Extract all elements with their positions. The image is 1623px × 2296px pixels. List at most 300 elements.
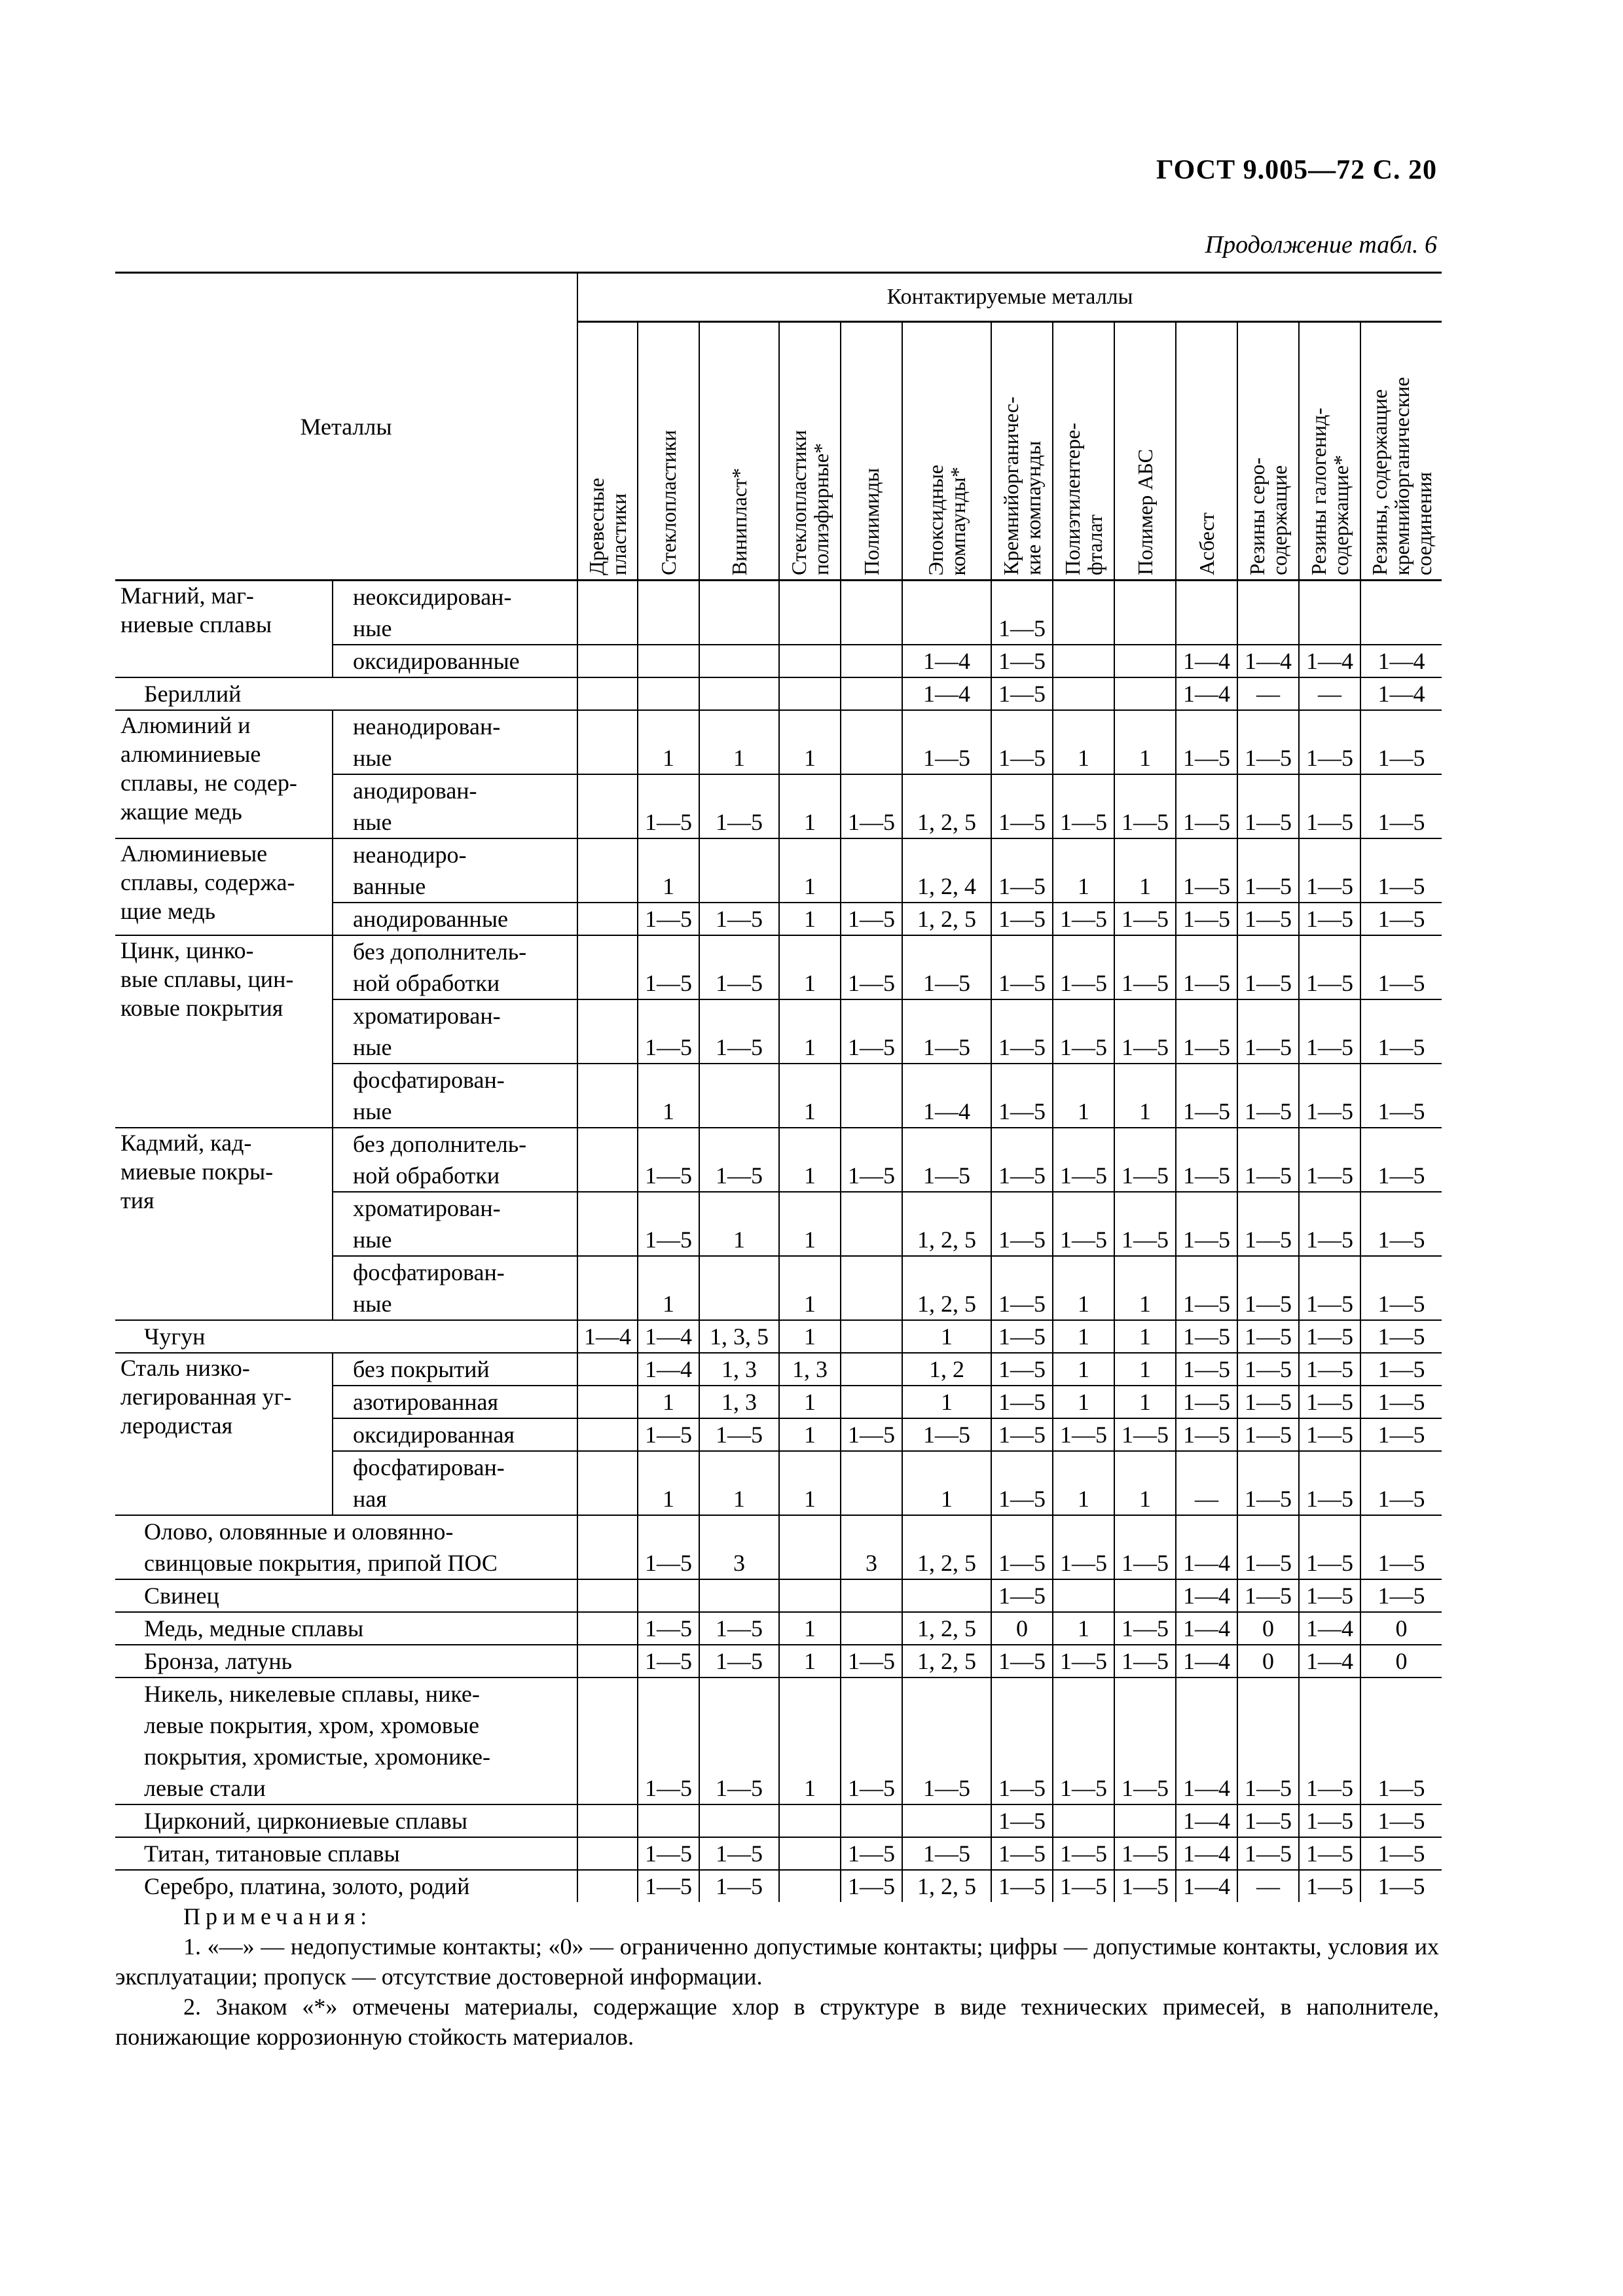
compatibility-value-cell: 0 [1360,1612,1442,1645]
compatibility-value-cell: 1—5 [1176,935,1237,999]
table-row [115,710,1442,774]
compatibility-value-cell [841,1353,902,1386]
compatibility-value-cell: 1—5 [991,1386,1053,1418]
compatibility-value-cell: 1—5 [991,903,1053,935]
compatibility-value-cell: 1—5 [1237,999,1299,1064]
table-row [115,935,1442,999]
compatibility-value-cell: 1—5 [1360,1320,1442,1353]
compatibility-value-cell: 1—5 [638,774,699,838]
metal-group-label: Медь, медные сплавы [144,1615,364,1641]
table-row [115,1645,1442,1677]
compatibility-value-cell: 1—4 [1176,1579,1237,1612]
compatibility-value-cell: 1—5 [991,1451,1053,1515]
compatibility-value-cell: 1—5 [1299,1451,1360,1515]
metal-treatment-cell [333,1353,577,1386]
metal-treatment-label: без дополнитель- ной обработки [353,939,527,996]
compatibility-value-cell: 1 [699,710,779,774]
compatibility-value-cell: 1—5 [1176,1128,1237,1192]
metal-group-label: Цирконий, циркониевые сплавы [144,1808,467,1834]
compatibility-value-cell: 1—5 [1053,1515,1114,1579]
compatibility-value-cell: 1—5 [1053,903,1114,935]
compatibility-value-cell: 1—5 [1237,710,1299,774]
compatibility-value-cell: 1—4 [1176,1612,1237,1645]
table-row [115,1677,1442,1804]
metal-treatment-label: фосфатирован- ная [353,1454,505,1512]
compatibility-value-cell [779,645,841,677]
compatibility-value-cell: 1 [699,1451,779,1515]
metal-treatment-label: хроматирован- ные [353,1003,501,1060]
compatibility-value-cell [902,1804,991,1837]
column-header [902,322,991,581]
compatibility-value-cell [638,1579,699,1612]
compatibility-value-cell: 1—5 [1176,1064,1237,1128]
compatibility-value-cell [577,677,638,710]
compatibility-value-cell: 1—5 [638,999,699,1064]
compatibility-value-cell: 1 [779,903,841,935]
metal-group-label: Бериллий [144,681,242,707]
column-header-label: Резины галогенид- содержащие* [1307,407,1353,575]
compatibility-value-cell: 1—5 [1114,1870,1176,1902]
compatibility-value-cell: 1—5 [1114,1612,1176,1645]
compatibility-value-cell: — [1237,1870,1299,1902]
compatibility-value-cell: 1 [779,1612,841,1645]
compatibility-value-cell: 1 [779,774,841,838]
compatibility-value-cell [577,1064,638,1128]
table-row [115,581,1442,645]
compatibility-value-cell: 1—5 [1237,935,1299,999]
compatibility-value-cell: 1—5 [991,1870,1053,1902]
metal-treatment-cell [333,903,577,935]
compatibility-value-cell: 1—5 [1237,1804,1299,1837]
compatibility-value-cell: 1—5 [638,1870,699,1902]
compatibility-value-cell: 1—5 [902,1677,991,1804]
compatibility-value-cell [841,645,902,677]
column-header-label: Стеклопластики полиэфирные* [787,430,833,575]
metal-group-cell [115,1870,577,1902]
compatibility-value-cell: 1—5 [841,1870,902,1902]
compatibility-value-cell: 1—5 [638,1192,699,1256]
metal-group-label: Алюминий и алюминиевые сплавы, не содер- жащие медь [120,712,297,825]
table-row [115,1579,1442,1612]
compatibility-value-cell: 1 [1053,1064,1114,1128]
compatibility-value-cell: 1—5 [1114,999,1176,1064]
compatibility-value-cell: 1—5 [1053,1128,1114,1192]
compatibility-value-cell: 1—5 [1360,1192,1442,1256]
table-row [115,1320,1442,1353]
compatibility-value-cell: 1 [699,1192,779,1256]
compatibility-value-cell [577,1870,638,1902]
compatibility-value-cell: 1—4 [1176,1645,1237,1677]
compatibility-value-cell [902,581,991,645]
note-item: 1. «—» — недопустимые контакты; «0» — ограниченно допустимые контакты; цифры — допустимые контакты, условия их эксплуатации; пропуск — отсутствие достоверной информации. [115,1933,1439,1990]
metal-group-cell [115,1128,333,1320]
metal-group-cell [115,1353,333,1515]
notes-title: Примечания: [183,1903,373,1929]
compatibility-value-cell: 1—5 [1299,1353,1360,1386]
metal-group-cell [115,1515,577,1579]
compatibility-value-cell: 1—5 [1176,774,1237,838]
compatibility-value-cell: 1—5 [1299,1870,1360,1902]
compatibility-value-cell: 1 [902,1386,991,1418]
compatibility-value-cell: 1—4 [1299,1612,1360,1645]
compatibility-value-cell: 1—5 [1176,1256,1237,1320]
compatibility-value-cell: 1—5 [638,903,699,935]
compatibility-value-cell: 1—5 [991,838,1053,903]
compatibility-value-cell: 1—5 [1299,1386,1360,1418]
compatibility-value-cell: 1—5 [1360,710,1442,774]
compatibility-value-cell: 1—5 [991,774,1053,838]
compatibility-value-cell: 1—5 [1114,903,1176,935]
compatibility-value-cell: 1—5 [1360,1837,1442,1870]
column-header [841,322,902,581]
metal-group-label: Сталь низко- легированная уг- леродистая [120,1355,292,1439]
compatibility-value-cell [841,1064,902,1128]
compatibility-value-cell: 1—5 [1114,1677,1176,1804]
compatibility-value-cell: 1—5 [1053,999,1114,1064]
column-header-label: Полимер АБС [1133,449,1158,575]
compatibility-value-cell: 1, 2, 4 [902,838,991,903]
compatibility-value-cell: 1, 3 [699,1386,779,1418]
compatibility-value-cell: 1—5 [1237,1451,1299,1515]
compatibility-value-cell: 1—5 [1360,1353,1442,1386]
compatibility-value-cell: 1—5 [991,1192,1053,1256]
compatibility-value-cell: 1, 3 [779,1353,841,1386]
compatibility-value-cell: 1—5 [1176,1418,1237,1451]
metal-treatment-label: анодирован- ные [353,778,477,835]
metal-group-cell [115,838,333,935]
compatibility-value-cell: 1 [1053,1353,1114,1386]
compatibility-value-cell: 0 [991,1612,1053,1645]
compatibility-value-cell: 1—5 [699,1612,779,1645]
metal-treatment-cell [333,1192,577,1256]
compatibility-value-cell: 1—4 [1176,1837,1237,1870]
metals-column-header: Металлы [115,273,577,581]
compatibility-value-cell: 1—5 [841,935,902,999]
metal-group-cell [115,581,333,678]
compatibility-value-cell [699,645,779,677]
compatibility-value-cell [638,1804,699,1837]
compatibility-value-cell [577,1386,638,1418]
compatibility-value-cell: 1—5 [1299,1192,1360,1256]
document-reference: ГОСТ 9.005—72 С. 20 [1156,155,1437,185]
compatibility-value-cell: 1—5 [1237,903,1299,935]
column-header [991,322,1053,581]
metal-treatment-label: оксидированные [353,648,520,674]
compatibility-value-cell [841,1192,902,1256]
compatibility-value-cell: 1—5 [1299,903,1360,935]
metal-group-label: Алюминиевые сплавы, содержа- щие медь [120,840,295,924]
compatibility-value-cell: 1—5 [1237,1128,1299,1192]
column-header [699,322,779,581]
compatibility-value-cell [577,1451,638,1515]
compatibility-value-cell [699,1256,779,1320]
metal-group-cell [115,935,333,1128]
compatibility-value-cell [779,581,841,645]
compatibility-value-cell: 1—4 [638,1353,699,1386]
compatibility-value-cell [841,1451,902,1515]
compatibility-value-cell: 1—5 [1360,1128,1442,1192]
compatibility-value-cell [1114,1579,1176,1612]
table-row [115,677,1442,710]
compatibility-table [115,272,1442,1902]
metal-treatment-cell [333,1418,577,1451]
compatibility-value-cell: 1—5 [1299,1515,1360,1579]
compatibility-value-cell [779,1515,841,1579]
compatibility-value-cell: 1, 2, 5 [902,1612,991,1645]
compatibility-value-cell: 1 [1114,1320,1176,1353]
compatibility-value-cell [779,1579,841,1612]
compatibility-value-cell: 1 [779,1418,841,1451]
metal-group-cell [115,1837,577,1870]
compatibility-value-cell [1053,645,1114,677]
compatibility-value-cell: 1—5 [1114,774,1176,838]
compatibility-value-cell: 1—5 [1299,1579,1360,1612]
compatibility-value-cell: 1—5 [1053,1677,1114,1804]
compatibility-value-cell: 1 [1114,710,1176,774]
compatibility-value-cell: 3 [699,1515,779,1579]
compatibility-value-cell: 1 [1053,1386,1114,1418]
compatibility-value-cell: 1—5 [1299,774,1360,838]
compatibility-value-cell: 1, 2, 5 [902,774,991,838]
compatibility-value-cell: 1—5 [1360,1579,1442,1612]
compatibility-value-cell [577,1837,638,1870]
compatibility-value-cell: 1—5 [991,1128,1053,1192]
compatibility-value-cell: 1—5 [1053,935,1114,999]
compatibility-value-cell: 1—5 [1299,1418,1360,1451]
compatibility-value-cell: 1 [779,1320,841,1353]
compatibility-value-cell: 1—4 [1176,677,1237,710]
compatibility-value-cell [577,1612,638,1645]
compatibility-value-cell: 1—5 [638,1677,699,1804]
compatibility-value-cell [699,581,779,645]
compatibility-value-cell: 1—5 [1053,1870,1114,1902]
metal-treatment-cell [333,1064,577,1128]
compatibility-value-cell: 1—5 [991,999,1053,1064]
compatibility-value-cell: 1—5 [902,1837,991,1870]
compatibility-value-cell: 1—5 [1176,1386,1237,1418]
metal-treatment-cell [333,710,577,774]
compatibility-value-cell: 1—5 [991,645,1053,677]
compatibility-value-cell: 1—5 [902,1418,991,1451]
compatibility-value-cell [841,1386,902,1418]
compatibility-value-cell [779,1804,841,1837]
metal-treatment-label: неанодирован- ные [353,713,501,771]
compatibility-value-cell: 1—5 [991,1320,1053,1353]
compatibility-value-cell: 1—5 [1053,1192,1114,1256]
compatibility-value-cell: 1, 2, 5 [902,1645,991,1677]
compatibility-value-cell: 1—5 [991,935,1053,999]
compatibility-value-cell: 1 [779,1677,841,1804]
compatibility-value-cell: 1—5 [1360,1256,1442,1320]
compatibility-value-cell [779,1870,841,1902]
column-header-label: Резины серо- содержащие [1245,457,1292,575]
metal-treatment-label: оксидированная [353,1422,515,1448]
compatibility-value-cell [1053,1579,1114,1612]
compatibility-value-cell: 1—5 [638,1515,699,1579]
compatibility-value-cell: 1—5 [699,1870,779,1902]
metal-treatment-cell [333,1386,577,1418]
compatibility-value-cell [841,677,902,710]
table-row [115,838,1442,903]
compatibility-value-cell: 1—5 [1237,838,1299,903]
compatibility-value-cell [577,1256,638,1320]
compatibility-value-cell [699,1064,779,1128]
compatibility-value-cell [1114,581,1176,645]
compatibility-value-cell: 1—5 [699,903,779,935]
metal-treatment-cell [333,1128,577,1192]
compatibility-value-cell: 1—4 [1360,677,1442,710]
compatibility-value-cell: 1—5 [1053,1837,1114,1870]
metal-group-label: Кадмий, кад- миевые покры- тия [120,1130,274,1213]
compatibility-value-cell [1053,581,1114,645]
compatibility-value-cell: 1—5 [1176,710,1237,774]
compatibility-value-cell: 1, 2, 5 [902,1192,991,1256]
compatibility-value-cell: 1 [1053,1612,1114,1645]
compatibility-value-cell: 1 [779,935,841,999]
column-header [1360,322,1442,581]
compatibility-value-cell [638,581,699,645]
compatibility-value-cell: 1 [1053,710,1114,774]
compatibility-value-cell: 1—5 [699,1128,779,1192]
compatibility-value-cell: 1—4 [1176,1870,1237,1902]
compatibility-value-cell: 1—5 [638,1612,699,1645]
metal-treatment-label: фосфатирован- ные [353,1259,505,1317]
compatibility-value-cell: 1 [638,838,699,903]
compatibility-value-cell [577,903,638,935]
compatibility-value-cell: 1 [779,1386,841,1418]
compatibility-value-cell: 1—5 [991,1353,1053,1386]
compatibility-value-cell: 1—5 [991,677,1053,710]
metal-treatment-cell [333,1256,577,1320]
compatibility-value-cell: 1 [638,1386,699,1418]
table-row [115,1128,1442,1192]
compatibility-value-cell [699,677,779,710]
compatibility-value-cell: 1—5 [1299,710,1360,774]
compatibility-value-cell: 1 [1053,1256,1114,1320]
compatibility-value-cell: 1 [779,1645,841,1677]
compatibility-value-cell: 1—5 [841,1677,902,1804]
compatibility-value-cell: 1—4 [902,645,991,677]
compatibility-value-cell: 1—5 [1299,838,1360,903]
compatibility-value-cell: 1—5 [1360,903,1442,935]
compatibility-value-cell [841,1612,902,1645]
compatibility-value-cell [577,1515,638,1579]
metal-treatment-label: неоксидирован- ные [353,584,512,641]
compatibility-value-cell: 1, 2, 5 [902,1870,991,1902]
compatibility-value-cell: 1—5 [1237,774,1299,838]
compatibility-value-cell: 1, 2, 5 [902,1256,991,1320]
metal-treatment-cell [333,999,577,1064]
compatibility-value-cell: 1—5 [1114,1645,1176,1677]
compatibility-value-cell: 1—5 [699,1837,779,1870]
compatibility-value-cell: 1—5 [1299,1064,1360,1128]
compatibility-value-cell: 1, 2, 5 [902,1515,991,1579]
compatibility-value-cell: 1—5 [699,935,779,999]
compatibility-value-cell: 1 [1114,838,1176,903]
compatibility-value-cell [1053,677,1114,710]
compatibility-value-cell [577,1128,638,1192]
compatibility-value-cell: 1—4 [902,1064,991,1128]
compatibility-value-cell: 1—5 [1360,1515,1442,1579]
column-header-label: Полиэтилентере- фталат [1061,423,1107,575]
column-header-label: Винипласт* [727,467,752,575]
compatibility-value-cell [577,999,638,1064]
compatibility-value-cell: 1—5 [1299,1320,1360,1353]
compatibility-value-cell: 1—5 [1360,935,1442,999]
compatibility-value-cell: 1—4 [1299,645,1360,677]
compatibility-value-cell: 1 [779,838,841,903]
compatibility-value-cell: 1—5 [902,935,991,999]
compatibility-value-cell [1114,1804,1176,1837]
compatibility-value-cell: 1—4 [1360,645,1442,677]
compatibility-value-cell: 1—5 [1360,1418,1442,1451]
compatibility-value-cell: 1—5 [841,1645,902,1677]
metal-treatment-label: без дополнитель- ной обработки [353,1131,527,1189]
metal-treatment-cell [333,1451,577,1515]
metal-group-label: Титан, титановые сплавы [144,1840,400,1867]
compatibility-value-cell: 1—5 [841,1418,902,1451]
column-header [1299,322,1360,581]
metal-group-label: Цинк, цинко- вые сплавы, цин- ковые покрытия [120,937,294,1021]
compatibility-value-cell [577,1645,638,1677]
table-row [115,1612,1442,1645]
compatibility-value-cell: 1—5 [902,1128,991,1192]
compatibility-value-cell: 0 [1237,1645,1299,1677]
compatibility-value-cell: 1—5 [1237,1064,1299,1128]
compatibility-value-cell: 1—5 [1360,1804,1442,1837]
metal-group-label: Чугун [144,1323,206,1350]
compatibility-value-cell [1299,581,1360,645]
compatibility-value-cell: 1—5 [1237,1192,1299,1256]
compatibility-value-cell: 3 [841,1515,902,1579]
compatibility-value-cell: 1 [1114,1451,1176,1515]
column-header [1114,322,1176,581]
compatibility-value-cell: 1—5 [841,903,902,935]
compatibility-value-cell: 0 [1360,1645,1442,1677]
table-row [115,1804,1442,1837]
metal-treatment-label: анодированные [353,906,508,932]
compatibility-value-cell: 1—5 [638,1418,699,1451]
compatibility-value-cell: 1—5 [991,581,1053,645]
column-header [577,322,638,581]
compatibility-value-cell: 1 [779,1064,841,1128]
compatibility-value-cell: 1—5 [1176,999,1237,1064]
compatibility-value-cell: 1, 2 [902,1353,991,1386]
compatibility-value-cell: 1—5 [1176,1320,1237,1353]
compatibility-value-cell [638,645,699,677]
compatibility-value-cell [638,677,699,710]
compatibility-value-cell: 1—5 [1176,1353,1237,1386]
compatibility-value-cell: 1—5 [1360,1386,1442,1418]
table-body [115,581,1442,1903]
compatibility-value-cell: 0 [1237,1612,1299,1645]
compatibility-value-cell: 1 [638,1064,699,1128]
column-header-label: Стеклопластики [657,430,681,575]
compatibility-value-cell: 1 [1114,1064,1176,1128]
compatibility-value-cell: 1—5 [699,1645,779,1677]
column-header [1053,322,1114,581]
metal-group-label: Олово, оловянные и оловянно- свинцовые покрытия, припой ПОС [144,1518,498,1576]
compatibility-value-cell: 1, 2, 5 [902,903,991,935]
compatibility-value-cell: 1—5 [1360,838,1442,903]
compatibility-value-cell: 1—5 [841,1128,902,1192]
compatibility-value-cell: 1—5 [1114,1192,1176,1256]
compatibility-value-cell: 1—4 [638,1320,699,1353]
compatibility-value-cell: 1—5 [991,1804,1053,1837]
compatibility-value-cell: 1—5 [991,1645,1053,1677]
metal-group-cell [115,710,333,838]
compatibility-value-cell: 1—5 [638,1837,699,1870]
